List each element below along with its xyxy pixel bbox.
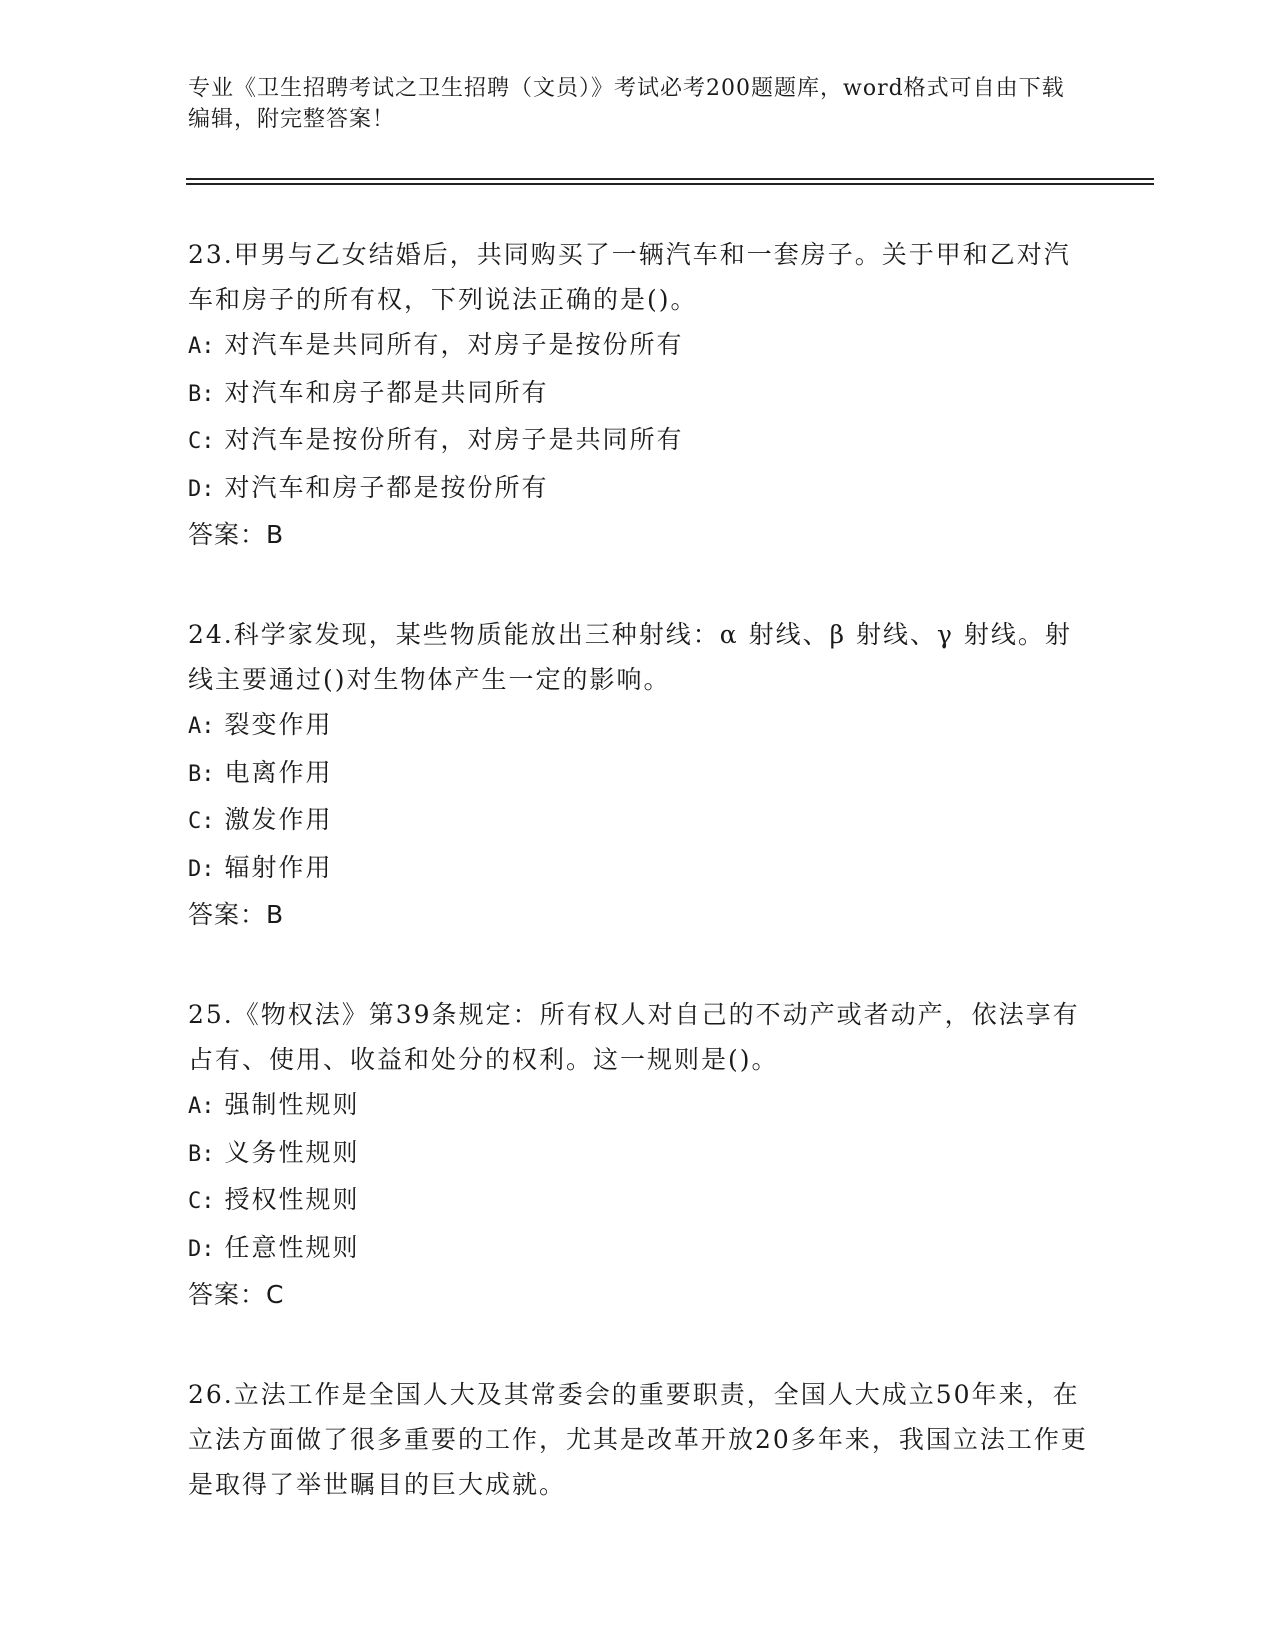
option-text: 电离作用 xyxy=(224,757,333,787)
option-letter: B: xyxy=(188,1141,215,1167)
question-23 xyxy=(188,232,1088,557)
option-b xyxy=(188,370,1088,418)
option-c xyxy=(188,1177,1088,1225)
option-letter: D: xyxy=(188,476,215,502)
option-letter: B: xyxy=(188,761,215,787)
question-text: 26.立法工作是全国人大及其常委会的重要职责，全国人大成立50年来，在立法方面做了很多重要的工作，尤其是改革开放20多年来，我国立法工作更是取得了举世瞩目的巨大成就。 xyxy=(188,1380,1088,1499)
document-header: 专业《卫生招聘考试之卫生招聘（文员）》考试必考200题题库，word格式可自由下载编辑，附完整答案！ xyxy=(188,76,1065,132)
option-text: 义务性规则 xyxy=(224,1137,360,1167)
option-b xyxy=(188,750,1088,798)
option-letter: C: xyxy=(188,1189,215,1214)
option-a xyxy=(188,322,1088,370)
option-c xyxy=(188,417,1088,465)
option-d xyxy=(188,1225,1088,1273)
option-c xyxy=(188,797,1088,845)
option-text: 裂变作用 xyxy=(224,710,333,739)
header-divider-bottom xyxy=(186,183,1154,185)
option-text: 授权性规则 xyxy=(224,1185,360,1214)
option-text: 对汽车是共同所有，对房子是按份所有 xyxy=(224,330,684,359)
option-d xyxy=(188,845,1088,893)
question-list xyxy=(188,232,1088,1562)
option-letter: D: xyxy=(188,1236,215,1262)
question-text: 23.甲男与乙女结婚后，共同购买了一辆汽车和一套房子。关于甲和乙对汽车和房子的所有权，下列说法正确的是()。 xyxy=(188,240,1071,314)
answer-line: 答案：B xyxy=(188,520,285,549)
option-text: 任意性规则 xyxy=(224,1232,360,1262)
option-a xyxy=(188,1082,1088,1130)
option-letter: C: xyxy=(188,429,215,454)
question-25 xyxy=(188,992,1088,1317)
option-letter: C: xyxy=(188,809,215,834)
question-26 xyxy=(188,1372,1088,1507)
option-text: 对汽车和房子都是按份所有 xyxy=(224,472,549,502)
header-divider-top xyxy=(186,178,1154,180)
option-text: 对汽车和房子都是共同所有 xyxy=(224,377,549,407)
option-text: 强制性规则 xyxy=(224,1090,360,1119)
option-letter: A: xyxy=(188,334,215,359)
question-24 xyxy=(188,612,1088,937)
option-letter: D: xyxy=(188,856,215,882)
answer-line: 答案：B xyxy=(188,900,285,929)
question-text: 24.科学家发现，某些物质能放出三种射线：α 射线、β 射线、γ 射线。射线主要通过()对生物体产生一定的影响。 xyxy=(188,620,1072,694)
option-a xyxy=(188,702,1088,750)
question-text: 25.《物权法》第39条规定：所有权人对自己的不动产或者动产，依法享有占有、使用、收益和处分的权利。这一规则是()。 xyxy=(188,1000,1080,1074)
option-d xyxy=(188,465,1088,513)
option-letter: A: xyxy=(188,1094,215,1119)
option-b xyxy=(188,1130,1088,1178)
answer-line: 答案：C xyxy=(188,1280,285,1309)
option-text: 对汽车是按份所有，对房子是共同所有 xyxy=(224,425,684,454)
option-letter: A: xyxy=(188,714,215,739)
option-letter: B: xyxy=(188,381,215,407)
option-text: 激发作用 xyxy=(224,805,333,834)
option-text: 辐射作用 xyxy=(224,852,333,882)
